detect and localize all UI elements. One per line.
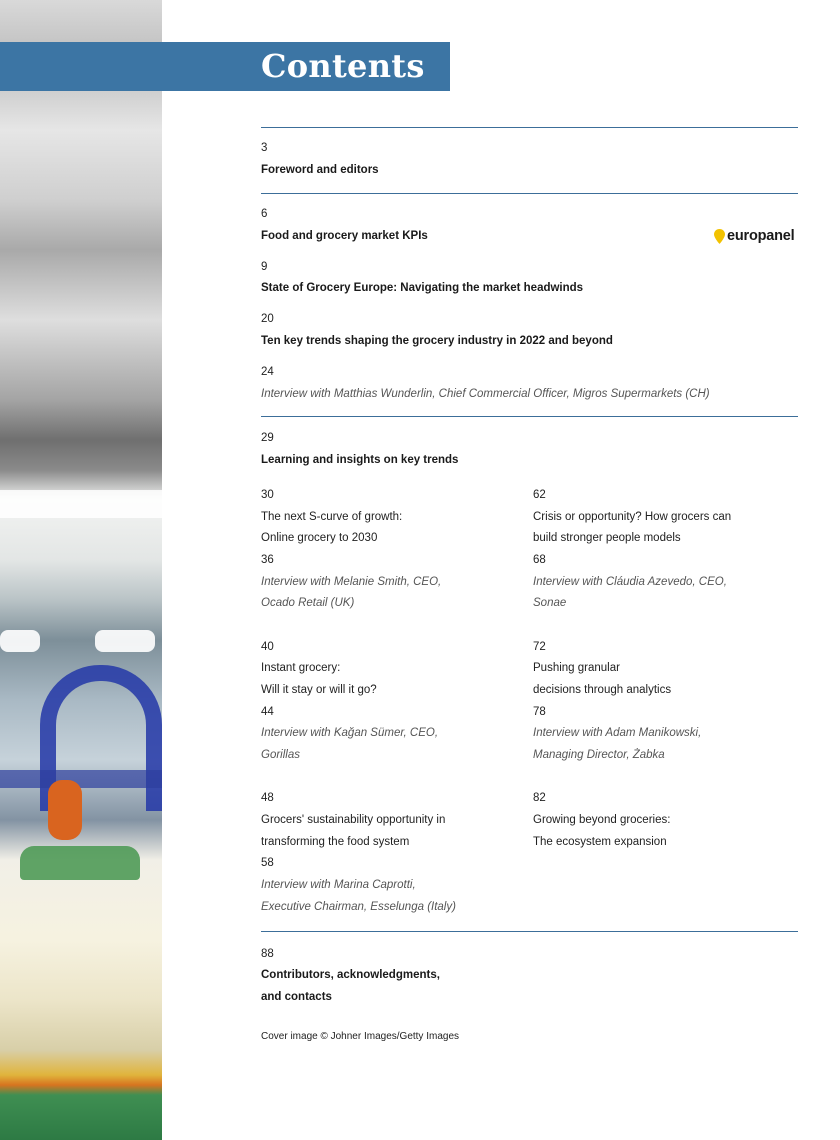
photo-light-spot — [0, 630, 40, 652]
entry-page-number: 24 — [261, 366, 274, 378]
entry-interview[interactable]: Interview with Matthias Wunderlin, Chief Commercial Officer, Migros Supermarkets (CH) — [261, 388, 710, 400]
entry-page-number: 9 — [261, 261, 268, 273]
trend-page-number: 40 — [261, 641, 274, 653]
photo-light-spot — [95, 630, 155, 652]
trend-title-line[interactable]: build stronger people models — [533, 532, 681, 544]
contributors-title-line[interactable]: and contacts — [261, 991, 332, 1003]
logo-text: europanel — [727, 228, 795, 244]
trend-title-line[interactable]: decisions through analytics — [533, 684, 672, 696]
photo-orange-object — [48, 780, 82, 840]
trend-title-line[interactable]: Growing beyond groceries: — [533, 814, 671, 826]
interview-line[interactable]: Interview with Melanie Smith, CEO, — [261, 576, 442, 588]
trend-title-line[interactable]: The ecosystem expansion — [533, 836, 667, 848]
cover-photo-strip — [0, 0, 162, 1140]
trend-title-line[interactable]: The next S-curve of growth: — [261, 511, 403, 523]
trend-title-line[interactable]: transforming the food system — [261, 836, 410, 848]
trend-page-number: 72 — [533, 641, 546, 653]
trend-page-number: 62 — [533, 489, 546, 501]
page-title: Contents — [261, 47, 425, 85]
interview-page-number: 68 — [533, 554, 546, 566]
entry-title[interactable]: Learning and insights on key trends — [261, 454, 459, 466]
trend-page-number: 82 — [533, 792, 546, 804]
trend-title-line[interactable]: Grocers' sustainability opportunity in — [261, 814, 446, 826]
interview-page-number: 58 — [261, 857, 274, 869]
trend-page-number: 30 — [261, 489, 274, 501]
interview-page-number: 36 — [261, 554, 274, 566]
entry-page-number: 29 — [261, 432, 274, 444]
trend-title-line[interactable]: Online grocery to 2030 — [261, 532, 378, 544]
contributors-title-line[interactable]: Contributors, acknowledgments, — [261, 969, 440, 981]
interview-line[interactable]: Ocado Retail (UK) — [261, 597, 355, 609]
trend-title-line[interactable]: Pushing granular — [533, 662, 620, 674]
interview-line[interactable]: Interview with Kağan Sümer, CEO, — [261, 727, 439, 739]
interview-line[interactable]: Interview with Adam Manikowski, — [533, 727, 702, 739]
photo-cart-bar — [0, 770, 162, 788]
divider — [261, 127, 798, 128]
entry-title[interactable]: State of Grocery Europe: Navigating the market headwinds — [261, 282, 584, 294]
trend-title-line[interactable]: Instant grocery: — [261, 662, 341, 674]
entry-page-number: 20 — [261, 313, 274, 325]
trend-title-line[interactable]: Crisis or opportunity? How grocers can — [533, 511, 732, 523]
interview-line[interactable]: Interview with Cláudia Azevedo, CEO, — [533, 576, 727, 588]
entry-title[interactable]: Foreword and editors — [261, 164, 379, 176]
interview-line[interactable]: Interview with Marina Caprotti, — [261, 879, 416, 891]
interview-line[interactable]: Executive Chairman, Esselunga (Italy) — [261, 901, 456, 913]
entry-title[interactable]: Ten key trends shaping the grocery industry in 2022 and beyond — [261, 335, 613, 347]
divider — [261, 931, 798, 932]
photo-light-band — [0, 490, 162, 518]
contributors-page-number: 88 — [261, 948, 274, 960]
entry-page-number: 3 — [261, 142, 268, 154]
interview-page-number: 44 — [261, 706, 274, 718]
entry-title[interactable]: Food and grocery market KPIs — [261, 230, 428, 242]
divider — [261, 416, 798, 417]
photo-bottle-cap — [20, 846, 140, 880]
divider — [261, 193, 798, 194]
trend-title-line[interactable]: Will it stay or will it go? — [261, 684, 377, 696]
cover-image-credit: Cover image © Johner Images/Getty Images — [261, 1031, 460, 1042]
interview-line[interactable]: Sonae — [533, 597, 567, 609]
europanel-logo — [714, 227, 795, 245]
interview-line[interactable]: Gorillas — [261, 749, 300, 761]
interview-page-number: 78 — [533, 706, 546, 718]
interview-line[interactable]: Managing Director, Żabka — [533, 749, 665, 761]
location-pin-icon — [714, 229, 725, 244]
trend-page-number: 48 — [261, 792, 274, 804]
entry-page-number: 6 — [261, 208, 268, 220]
